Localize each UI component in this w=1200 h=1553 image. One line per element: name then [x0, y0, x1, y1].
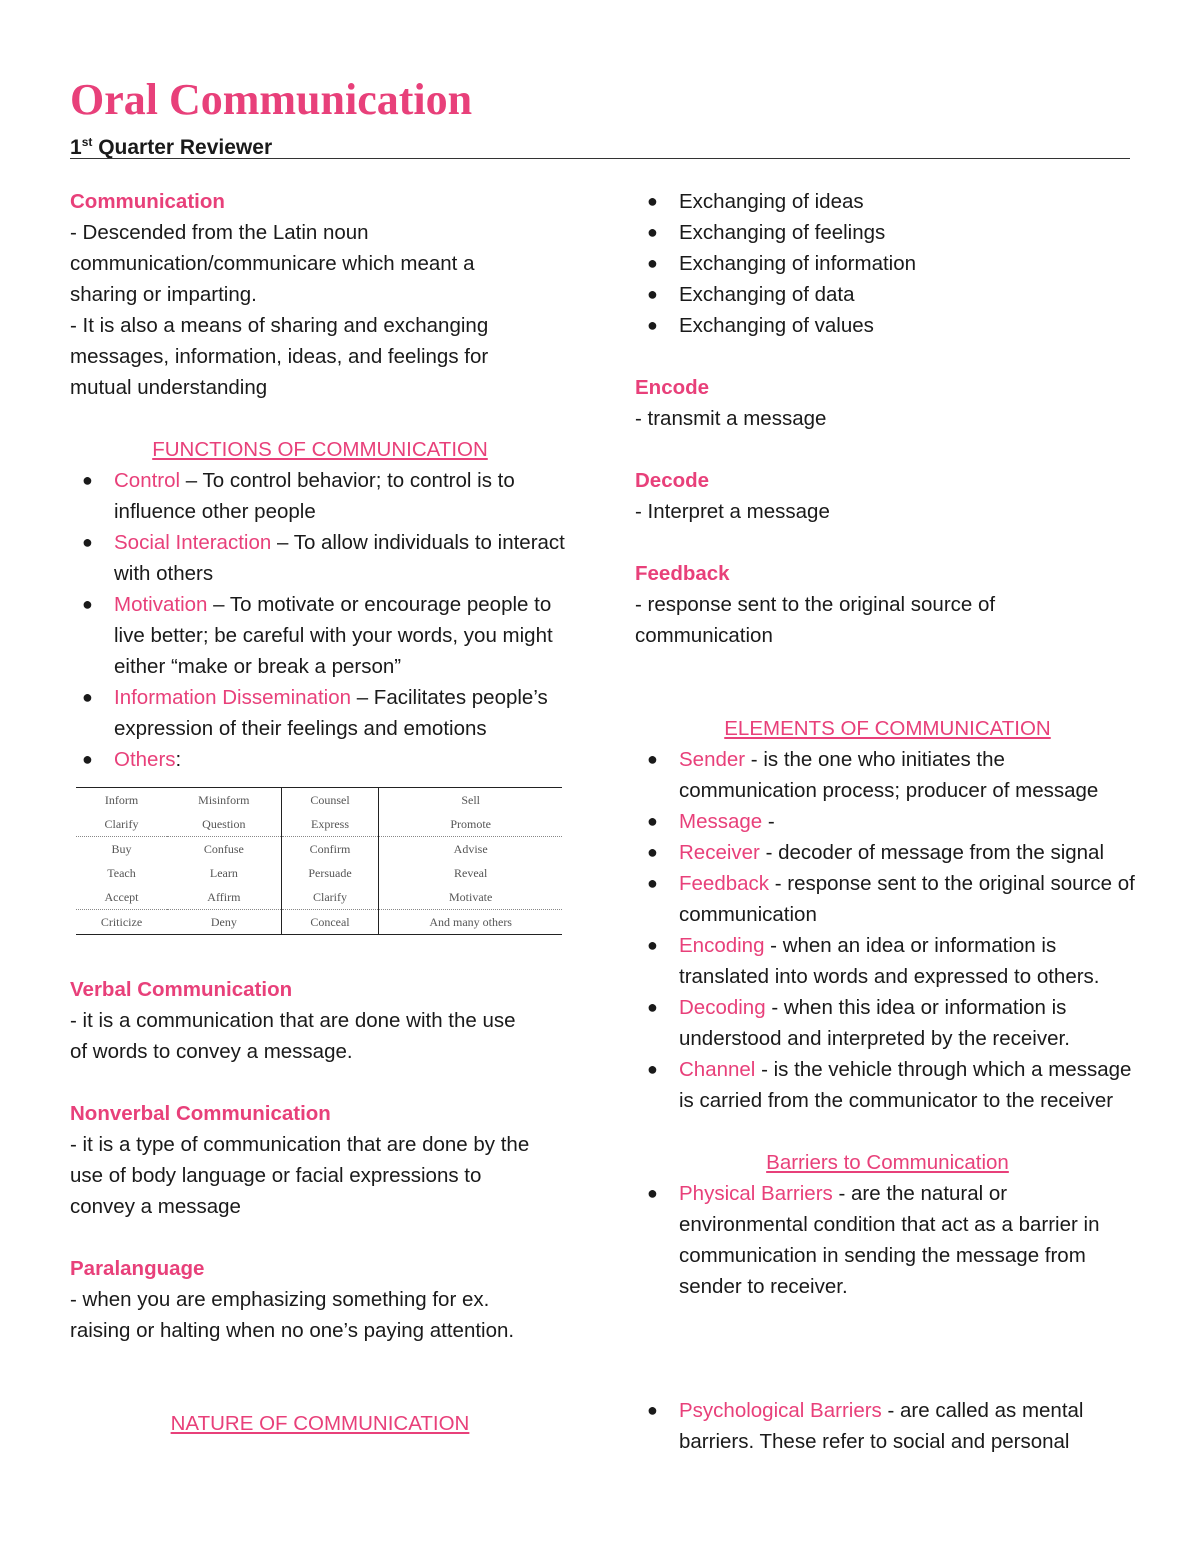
element-term: Decoding [679, 996, 766, 1019]
communication-line: messages, information, ideas, and feelings for [70, 345, 489, 368]
communication-line: - It is also a means of sharing and exchanging [70, 314, 489, 337]
barrier-text: - are the natural or environmental condition that act as a barrier in communication in sending the message from sender to receiver. [679, 1182, 1100, 1298]
table-cell: Persuade [281, 861, 379, 885]
bullet-icon: ● [647, 315, 658, 335]
bullet-icon: ● [647, 873, 658, 893]
nature-item: Exchanging of data [679, 283, 855, 306]
table-row [76, 837, 562, 862]
table-cell: Inform [104, 793, 139, 807]
paralanguage-heading: Paralanguage [70, 1257, 205, 1280]
bullet-icon: ● [647, 284, 658, 304]
barrier-term: Psychological Barriers [679, 1399, 882, 1422]
communication-line: - Descended from the Latin noun [70, 221, 369, 244]
communication-line: sharing or imparting. [70, 283, 257, 306]
element-text: - response sent to the original source of communication [679, 872, 1135, 926]
element-text: - is the vehicle through which a message is carried from the communicator to the receiver [679, 1058, 1132, 1112]
list-item [635, 1178, 1140, 1302]
header-divider [70, 158, 1130, 159]
feedback-heading: Feedback [635, 562, 730, 585]
right-column [635, 186, 1140, 1457]
barriers-list-continued [635, 1395, 1140, 1457]
bullet-icon: ● [647, 935, 658, 955]
table-cell: Teach [107, 866, 136, 880]
table-cell: Clarify [281, 885, 379, 910]
list-item [70, 682, 570, 744]
table-cell: Confuse [167, 837, 281, 862]
encode-text: - transmit a message [635, 407, 827, 430]
element-text: - decoder of message from the signal [759, 841, 1105, 864]
table-row [76, 910, 562, 935]
nature-title: NATURE OF COMMUNICATION [170, 1412, 470, 1435]
barrier-text: - are called as mental barriers. These refer to social and personal [679, 1399, 1084, 1453]
bullet-icon: ● [647, 749, 658, 769]
document-title: Oral Communication [70, 75, 473, 124]
elements-list [635, 744, 1140, 1116]
subtitle-number: 1 [70, 136, 82, 159]
subtitle-ordinal: st [81, 135, 93, 149]
bullet-icon: ● [82, 594, 93, 614]
bullet-icon: ● [647, 1183, 658, 1203]
table-cell: Promote [379, 812, 562, 837]
bullet-icon: ● [82, 687, 93, 707]
table-row [76, 812, 562, 837]
table-cell: Counsel [281, 788, 379, 813]
table-cell: Clarify [104, 817, 139, 831]
decode-text: - Interpret a message [635, 500, 830, 523]
paralanguage-line: raising or halting when no one’s paying attention. [70, 1319, 515, 1342]
table-cell: Criticize [76, 910, 167, 935]
list-item [635, 868, 1140, 930]
function-text: : [175, 748, 182, 771]
table-cell: Learn [209, 866, 238, 880]
function-text: – Facilitates people’s expression of their feelings and emotions [114, 686, 548, 740]
element-text: - when an idea or information is translated into words and expressed to others. [679, 934, 1100, 988]
table-cell: Misinform [198, 793, 250, 807]
nonverbal-heading: Nonverbal Communication [70, 1102, 331, 1125]
barriers-list [635, 1178, 1140, 1302]
function-term: Information Dissemination [114, 686, 351, 709]
function-text: – To control behavior; to control is to influence other people [114, 469, 515, 523]
bullet-icon: ● [647, 253, 658, 273]
list-item [635, 1395, 1140, 1457]
list-item [70, 527, 570, 589]
table-cell: Accept [104, 890, 139, 904]
nature-item: Exchanging of values [679, 314, 874, 337]
list-item [635, 930, 1140, 992]
element-term: Message [679, 810, 763, 833]
element-term: Encoding [679, 934, 765, 957]
functions-list [70, 465, 570, 775]
element-text: - [762, 810, 775, 833]
bullet-icon: ● [82, 749, 93, 769]
table-cell: Reveal [379, 861, 562, 885]
feedback-line: - response sent to the original source of [635, 593, 996, 616]
list-item [635, 217, 1140, 248]
subtitle-text: Quarter Reviewer [92, 136, 273, 159]
communication-line: mutual understanding [70, 376, 268, 399]
element-term: Feedback [679, 872, 770, 895]
encode-heading: Encode [635, 376, 710, 399]
list-item [70, 465, 570, 527]
table-cell: And many others [379, 910, 562, 935]
table-row [76, 788, 562, 813]
barrier-term: Physical Barriers [679, 1182, 833, 1205]
document-subtitle [70, 128, 272, 162]
others-table [76, 787, 562, 935]
verbal-line: of words to convey a message. [70, 1040, 353, 1063]
list-item [70, 589, 570, 682]
bullet-icon: ● [82, 470, 93, 490]
table-cell: Question [202, 817, 246, 831]
table-cell: Motivate [379, 885, 562, 910]
bullet-icon: ● [647, 997, 658, 1017]
function-term: Social Interaction [114, 531, 272, 554]
function-term: Motivation [114, 593, 208, 616]
bullet-icon: ● [647, 811, 658, 831]
list-item [635, 744, 1140, 806]
list-item [635, 310, 1140, 341]
function-text: – To motivate or encourage people to live better; be careful with your words, you might either “make or break a person” [114, 593, 553, 678]
bullet-icon: ● [647, 842, 658, 862]
element-term: Receiver [679, 841, 760, 864]
list-item [70, 744, 570, 775]
element-text: - when this idea or information is understood and interpreted by the receiver. [679, 996, 1070, 1050]
bullet-icon: ● [647, 191, 658, 211]
bullet-icon: ● [82, 532, 93, 552]
communication-line: communication/communicare which meant a [70, 252, 475, 275]
verbal-line: - it is a communication that are done with the use [70, 1009, 516, 1032]
list-item [635, 837, 1140, 868]
functions-title: FUNCTIONS OF COMMUNICATION [152, 438, 488, 461]
bullet-icon: ● [647, 1400, 658, 1420]
list-item [635, 248, 1140, 279]
element-term: Channel [679, 1058, 756, 1081]
communication-heading: Communication [70, 190, 225, 213]
decode-heading: Decode [635, 469, 710, 492]
table-cell: Sell [379, 788, 562, 813]
nonverbal-line: convey a message [70, 1195, 241, 1218]
verbal-heading: Verbal Communication [70, 978, 293, 1001]
table-cell: Conceal [281, 910, 379, 935]
nature-item: Exchanging of ideas [679, 190, 864, 213]
table-cell: Deny [167, 910, 281, 935]
table-cell: Affirm [207, 890, 241, 904]
others-table-wrap [76, 787, 562, 935]
feedback-line: communication [635, 624, 773, 647]
table-cell: Advise [379, 837, 562, 862]
nature-item: Exchanging of feelings [679, 221, 886, 244]
function-term: Others [114, 748, 176, 771]
list-item [635, 806, 1140, 837]
table-cell: Buy [76, 837, 167, 862]
barriers-title: Barriers to Communication [766, 1151, 1009, 1174]
function-term: Control [114, 469, 181, 492]
nonverbal-line: use of body language or facial expressions to [70, 1164, 482, 1187]
list-item [635, 1054, 1140, 1116]
table-row [76, 885, 562, 910]
bullet-icon: ● [647, 1059, 658, 1079]
table-row [76, 861, 562, 885]
list-item [635, 186, 1140, 217]
left-column [70, 186, 570, 1439]
elements-title: ELEMENTS OF COMMUNICATION [724, 717, 1051, 740]
nature-item: Exchanging of information [679, 252, 917, 275]
table-cell: Express [281, 812, 379, 837]
nature-list [635, 186, 1140, 341]
list-item [635, 992, 1140, 1054]
list-item [635, 279, 1140, 310]
bullet-icon: ● [647, 222, 658, 242]
table-cell: Confirm [281, 837, 379, 862]
paralanguage-line: - when you are emphasizing something for ex. [70, 1288, 490, 1311]
element-text: - is the one who initiates the communication process; producer of message [679, 748, 1099, 802]
element-term: Sender [679, 748, 746, 771]
function-text: – To allow individuals to interact with others [114, 531, 565, 585]
nonverbal-line: - it is a type of communication that are done by the [70, 1133, 530, 1156]
